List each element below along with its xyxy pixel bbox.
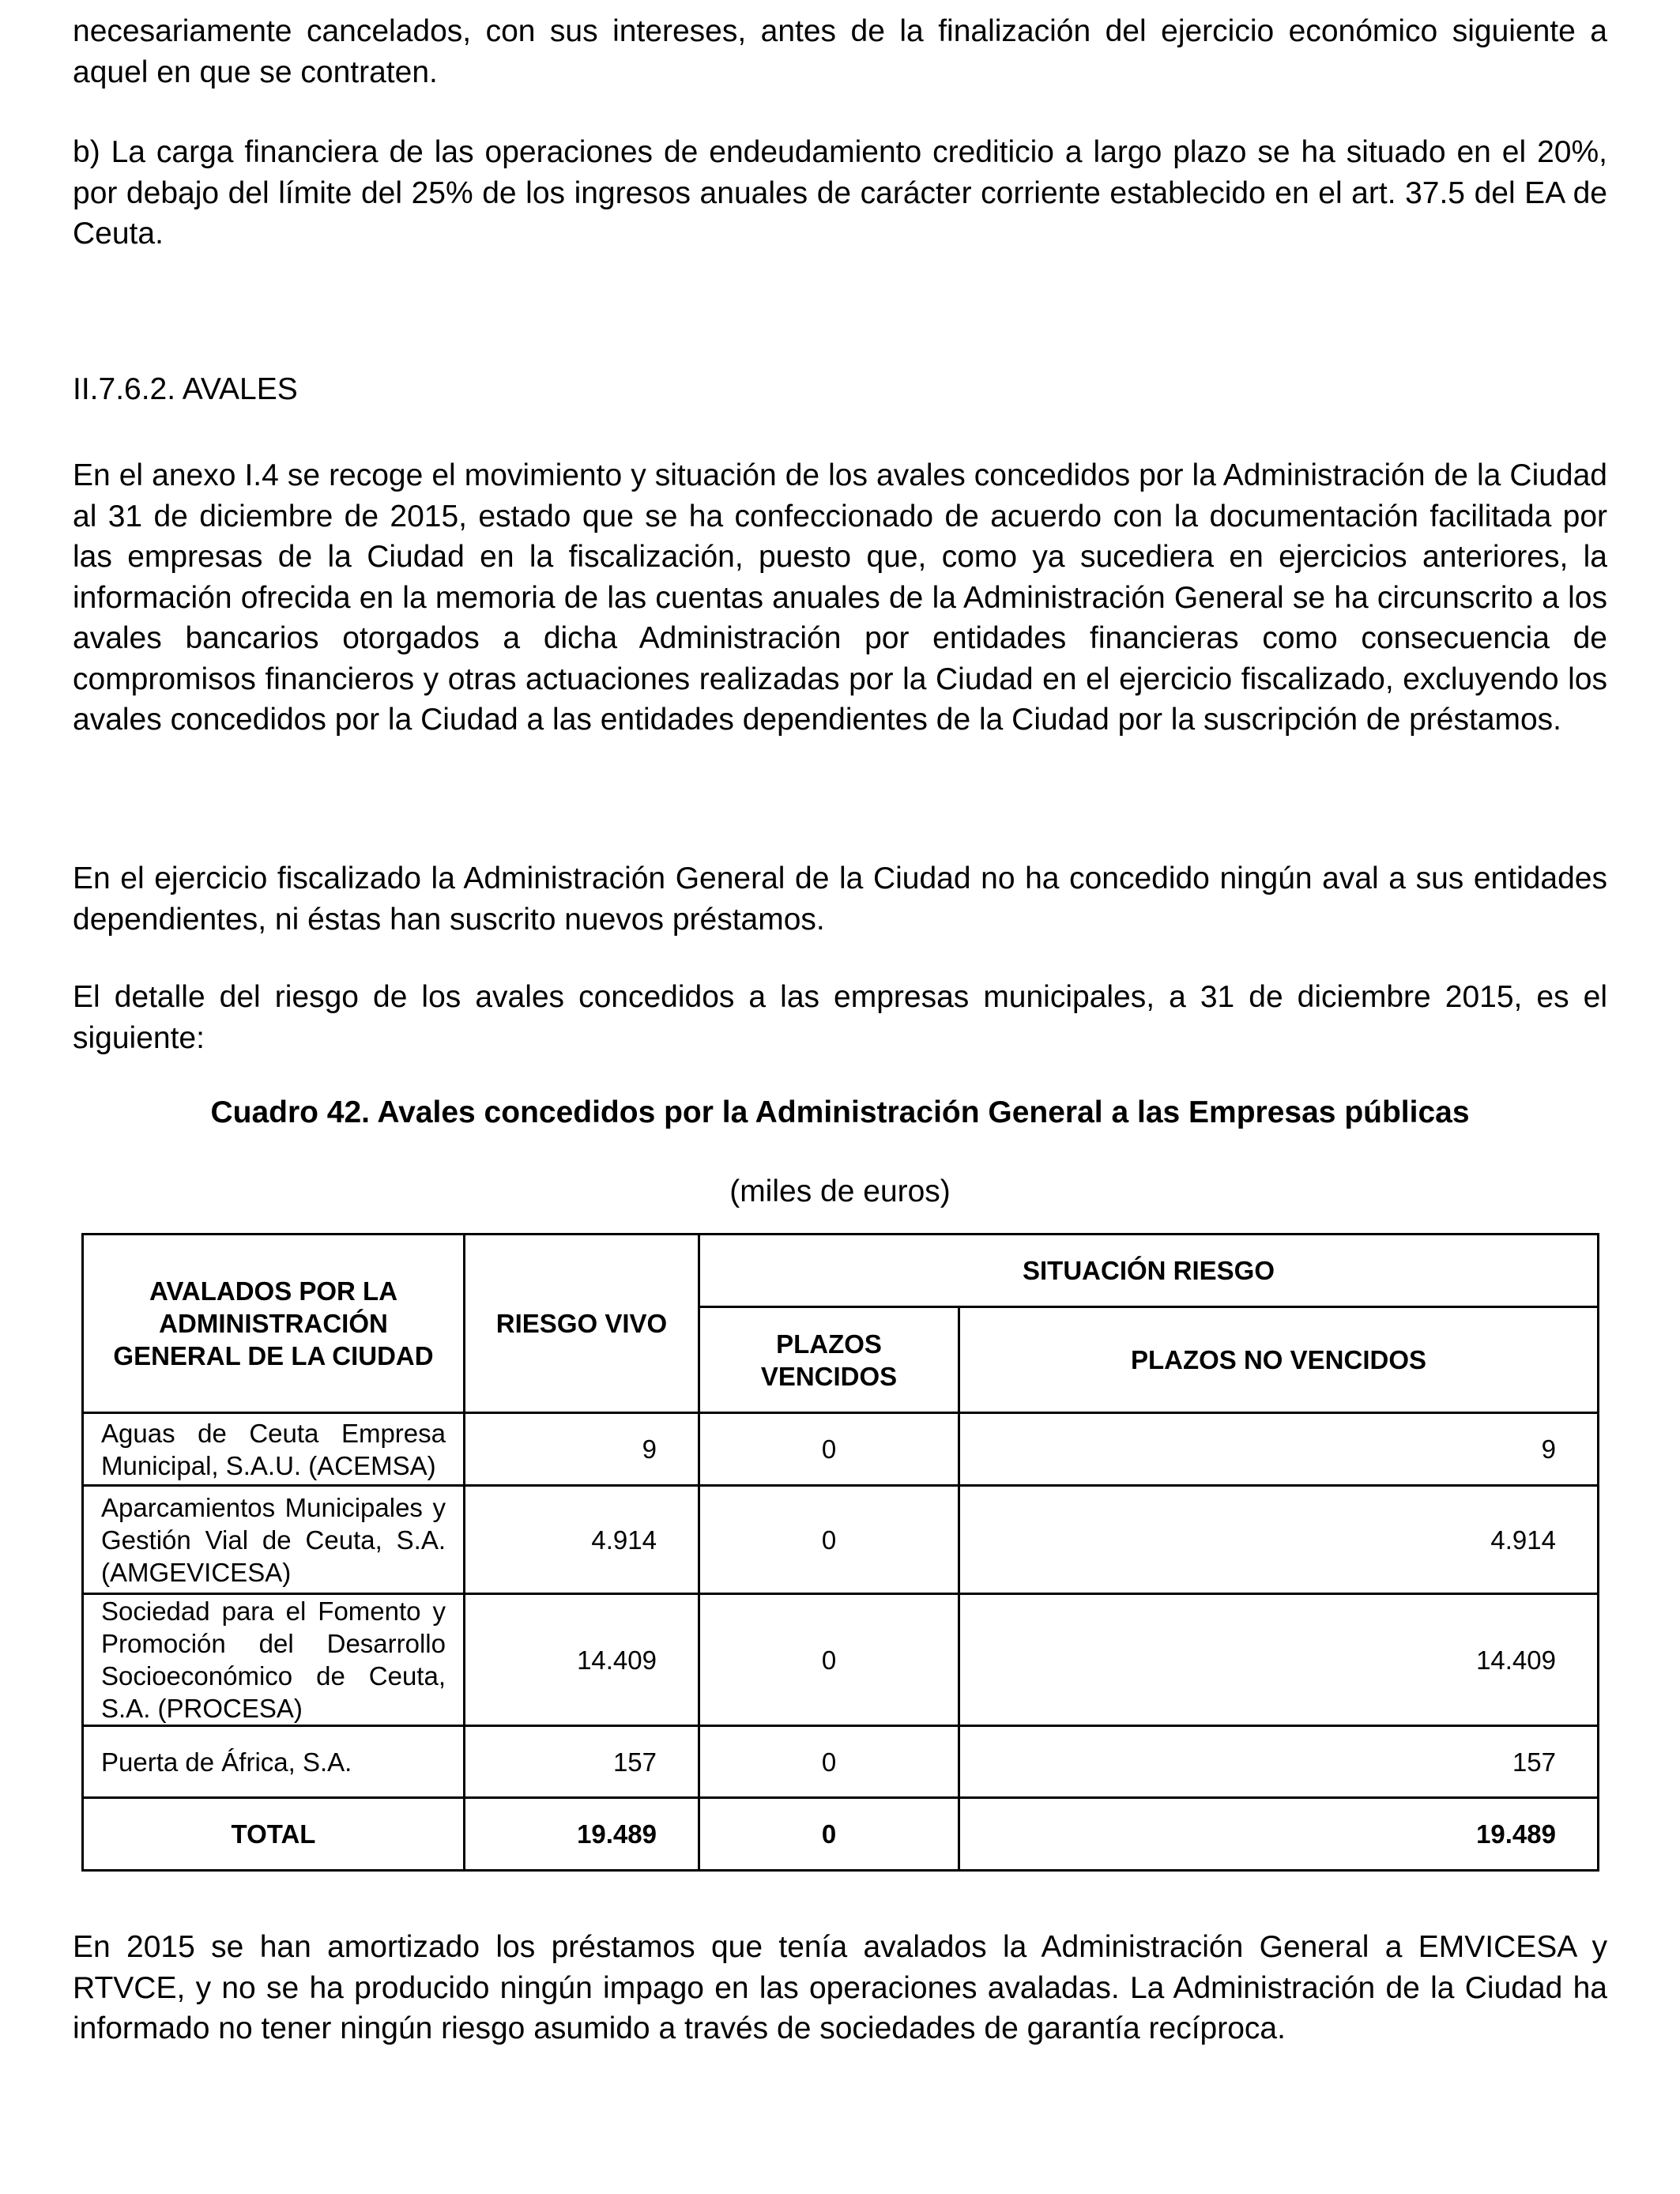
riesgo-vivo: 14.409 bbox=[465, 1594, 699, 1726]
paragraph-detalle: El detalle del riesgo de los avales concedidos a las empresas municipales, a 31 de diciembre 2015, es el siguiente: bbox=[73, 980, 1607, 1055]
paragraph-anexo: En el anexo I.4 se recoge el movimiento y situación de los avales concedidos por la Administración de la Ciudad al 31 de diciembre de 2015, estado que se ha confeccionado de acuerdo con la documentación facilitada por las empresas de la Ciudad en la fiscalización, puesto que, como ya sucediera en ejercicios anteriores, la información ofrecida en la memoria de las cuentas anuales de la Administración General se ha circunscrito a los avales bancarios otorgados a dicha Administración por entidades financieras como consecuencia de compromisos financieros y otras actuaciones realizadas por la Ciudad en el ejercicio fiscalizado, excluyendo los avales concedidos por la Ciudad a las entidades dependientes de la Ciudad por la suscripción de préstamos. bbox=[73, 458, 1607, 737]
table-total-row bbox=[83, 1798, 1599, 1871]
table-title: Cuadro 42. Avales concedidos por la Administración General a las Empresas públicas bbox=[210, 1095, 1470, 1129]
plazos-vencidos: 0 bbox=[699, 1413, 959, 1486]
plazos-no-vencidos: 4.914 bbox=[959, 1486, 1599, 1594]
entity-name: Puerta de África, S.A. bbox=[83, 1726, 465, 1798]
riesgo-vivo: 4.914 bbox=[465, 1486, 699, 1594]
header-entity: AVALADOS POR LA ADMINISTRACIÓN GENERAL DE LA CIUDAD bbox=[83, 1235, 465, 1413]
entity-name: Aguas de Ceuta Empresa Municipal, S.A.U. (ACEMSA) bbox=[83, 1413, 465, 1486]
header-situacion-riesgo: SITUACIÓN RIESGO bbox=[699, 1235, 1599, 1307]
paragraph-ejercicio: En el ejercicio fiscalizado la Administración General de la Ciudad no ha concedido ningún aval a sus entidades dependientes, ni éstas han suscrito nuevos préstamos. bbox=[73, 861, 1607, 937]
total-label: TOTAL bbox=[83, 1798, 465, 1871]
header-plazos-vencidos: PLAZOS VENCIDOS bbox=[699, 1307, 959, 1413]
plazos-vencidos: 0 bbox=[699, 1594, 959, 1726]
entity-name: Sociedad para el Fomento y Promoción del Desarrollo Socioeconómico de Ceuta, S.A. (PROCESA) bbox=[83, 1594, 465, 1726]
paragraph-carga-financiera: b) La carga financiera de las operaciones de endeudamiento crediticio a largo plazo se ha situado en el 20%, por debajo del límite del 25% de los ingresos anuales de carácter corriente establecido en el art. 37.5 del EA de Ceuta. bbox=[73, 135, 1607, 251]
section-heading: II.7.6.2. AVALES bbox=[73, 372, 298, 406]
entity-name: Aparcamientos Municipales y Gestión Vial de Ceuta, S.A. (AMGEVICESA) bbox=[83, 1486, 465, 1594]
header-riesgo-vivo: RIESGO VIVO bbox=[465, 1235, 699, 1413]
total-plazos-no-vencidos: 19.489 bbox=[959, 1798, 1599, 1871]
table-row bbox=[83, 1413, 1599, 1486]
plazos-no-vencidos: 9 bbox=[959, 1413, 1599, 1486]
table-row bbox=[83, 1486, 1599, 1594]
total-riesgo-vivo: 19.489 bbox=[465, 1798, 699, 1871]
avales-table bbox=[81, 1233, 1599, 1872]
plazos-no-vencidos: 157 bbox=[959, 1726, 1599, 1798]
table-units: (miles de euros) bbox=[729, 1174, 951, 1208]
riesgo-vivo: 9 bbox=[465, 1413, 699, 1486]
total-plazos-vencidos: 0 bbox=[699, 1798, 959, 1871]
paragraph-amortizacion: En 2015 se han amortizado los préstamos que tenía avalados la Administración General a EMVICESA y RTVCE, y no se ha producido ningún impago en las operaciones avaladas. La Administración de la Ciudad ha informado no tener ningún riesgo asumido a través de sociedades de garantía recíproca. bbox=[73, 1930, 1607, 2045]
table-row bbox=[83, 1726, 1599, 1798]
plazos-vencidos: 0 bbox=[699, 1486, 959, 1594]
table-header-row bbox=[83, 1235, 1599, 1307]
table-row bbox=[83, 1594, 1599, 1726]
plazos-vencidos: 0 bbox=[699, 1726, 959, 1798]
paragraph-continuation: necesariamente cancelados, con sus intereses, antes de la finalización del ejercicio económico siguiente a aquel en que se contraten. bbox=[73, 14, 1607, 89]
riesgo-vivo: 157 bbox=[465, 1726, 699, 1798]
plazos-no-vencidos: 14.409 bbox=[959, 1594, 1599, 1726]
header-plazos-no-vencidos: PLAZOS NO VENCIDOS bbox=[959, 1307, 1599, 1413]
